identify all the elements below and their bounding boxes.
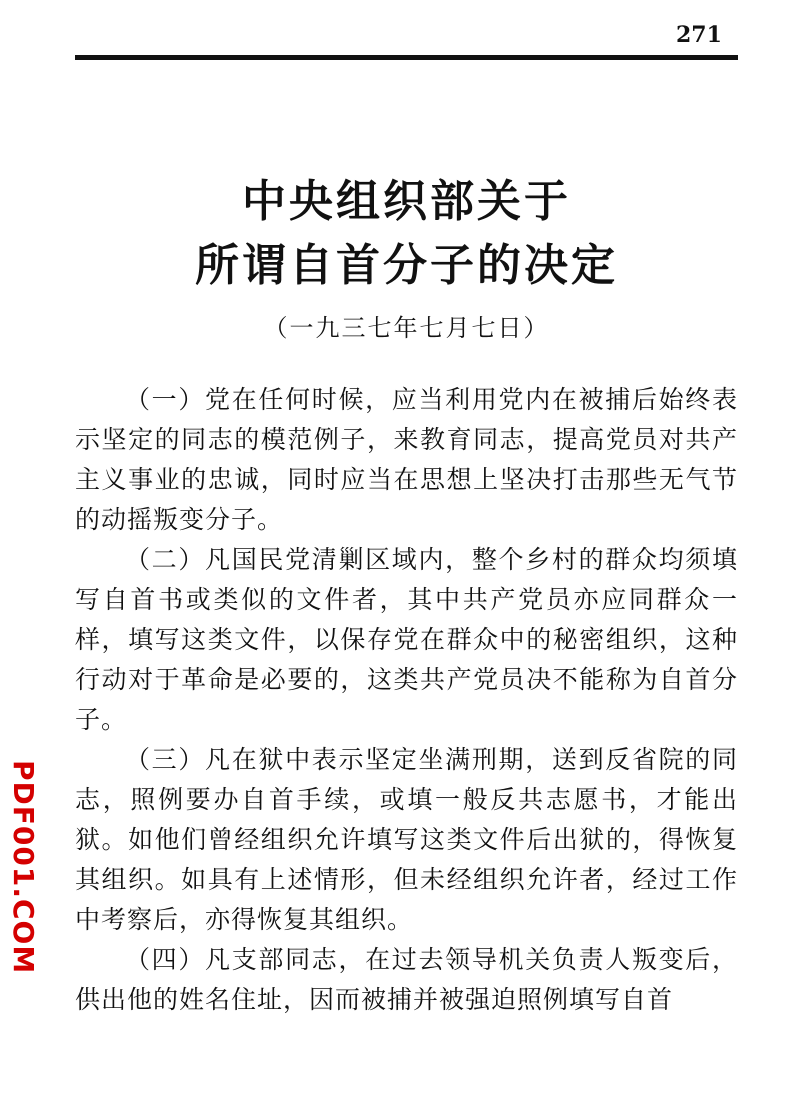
paragraph-1: （一）党在任何时候，应当利用党内在被捕后始终表示坚定的同志的模范例子，来教育同志，提高党员对共产主义事业的忠诚，同时应当在思想上坚决打击那些无气节的动摇叛变分子。 [75, 385, 738, 534]
document-title [75, 170, 738, 298]
watermark: PDF001.COM [7, 760, 40, 975]
document-date: （一九三七年七月七日） [263, 314, 550, 342]
paragraph-2: （二）凡国民党清剿区域内，整个乡村的群众均须填写自首书或类似的文件者，其中共产党员亦应同群众一样，填写这类文件，以保存党在群众中的秘密组织，这种行动对于革命是必要的，这类共产党员决不能称为自首分子。 [75, 545, 738, 734]
page-number: 271 [676, 22, 722, 48]
paragraph-3: （三）凡在狱中表示坚定坐满刑期，送到反省院的同志，照例要办自首手续，或填一般反共志愿书，才能出狱。如他们曾经组织允许填写这类文件后出狱的，得恢复其组织。如具有上述情形，但未经组织允许者，经过工作中考察后，亦得恢复其组织。 [75, 745, 738, 934]
title-line-1: 中央组织部关于 [242, 176, 571, 227]
body-text [75, 380, 738, 1020]
header-rule [75, 55, 738, 60]
paragraph-4: （四）凡支部同志，在过去领导机关负责人叛变后，供出他的姓名住址，因而被捕并被强迫照例填写自首 [75, 945, 738, 1014]
title-line-2: 所谓自首分子的决定 [195, 240, 618, 291]
